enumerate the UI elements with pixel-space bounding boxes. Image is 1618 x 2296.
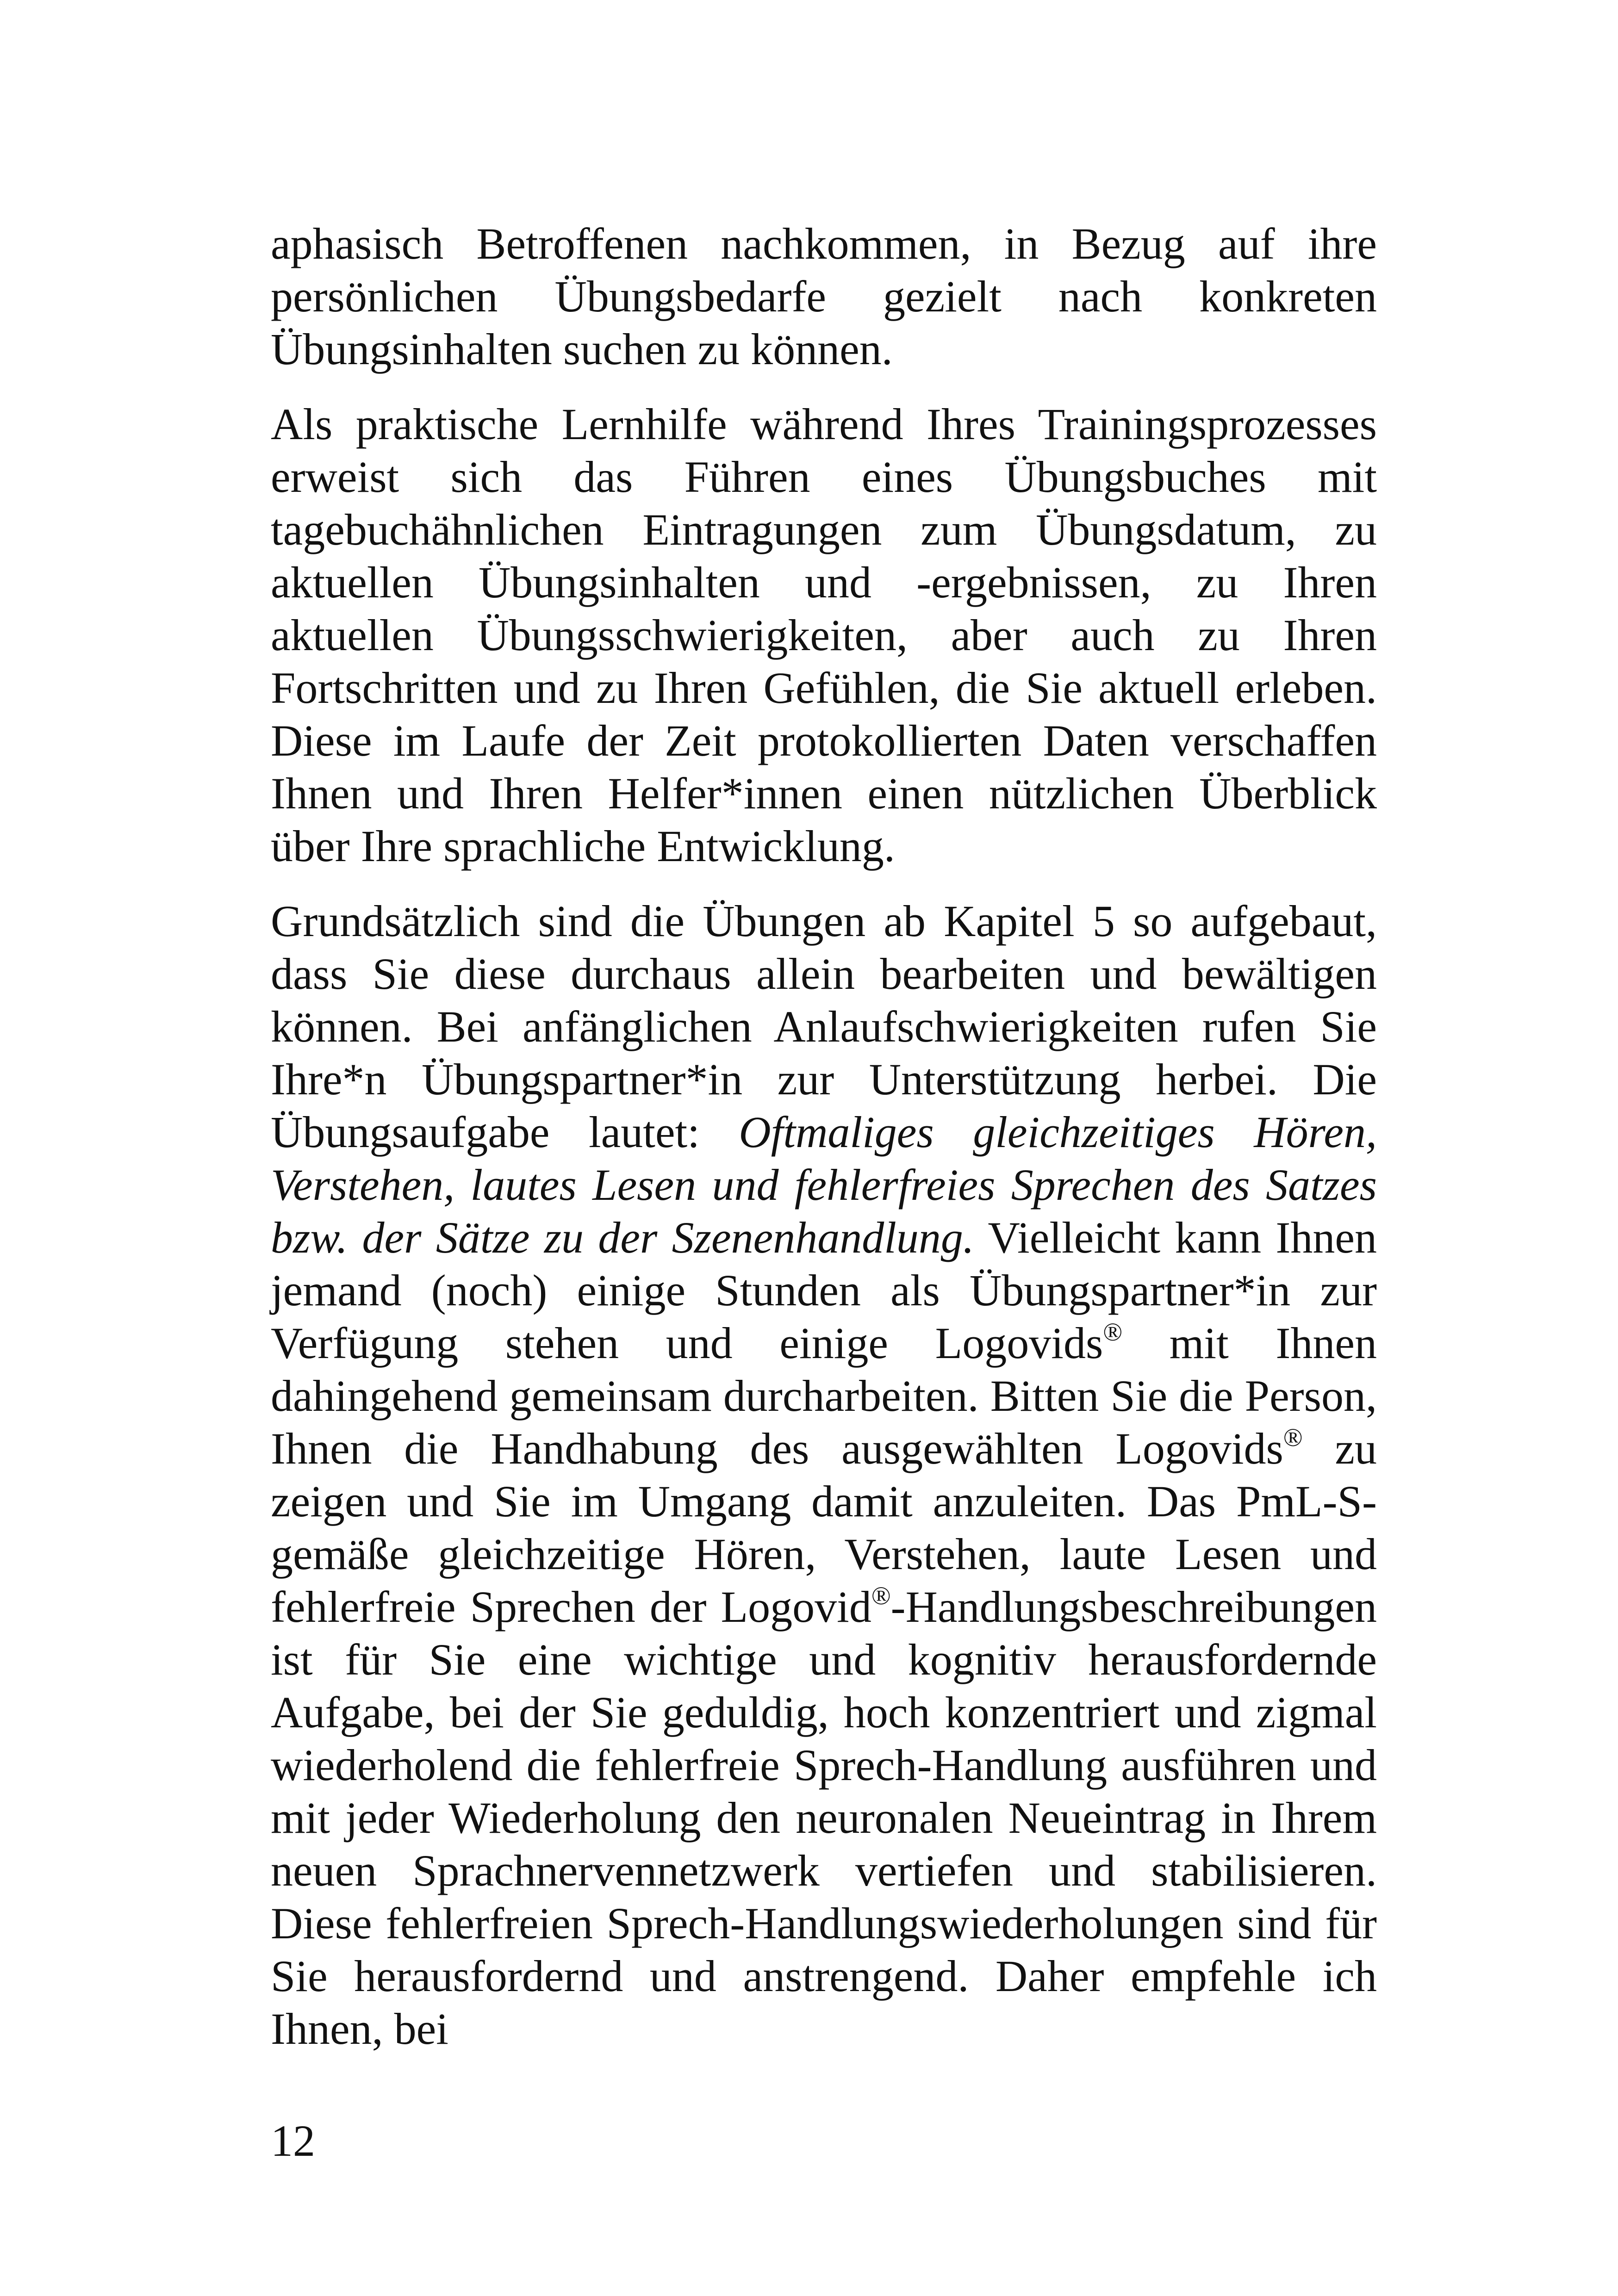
paragraph-3-part-5: zu zeigen und Sie im Umgang damit anzuleiten. Das PmL-S-gemäße gleichzeitige Hören, Verstehen, laute Lesen und fehlerfreie Sprechen der Logovid	[271, 1424, 1377, 1632]
body-text	[271, 217, 1377, 2055]
paragraph-3-part-4: mit Ihnen dahingehend gemeinsam durcharbeiten. Bitten Sie die Person, Ihnen die Handhabung des ausgewählten Logovids	[271, 1318, 1377, 1473]
registered-mark: ®	[871, 1582, 891, 1610]
paragraph-3	[271, 895, 1377, 2055]
registered-mark: ®	[1103, 1318, 1123, 1346]
page-number: 12	[271, 2116, 315, 2166]
registered-mark: ®	[1283, 1423, 1303, 1452]
paragraph-3-part-1: Grundsätzlich sind die Übungen ab Kapitel 5 so aufgebaut, dass Sie diese durchaus allein bearbeiten und bewältigen können. Bei anfänglichen Anlaufschwierigkeiten rufen Sie Ihre*n Übungspartner*in zur Unterstützung herbei. Die Übungsaufgabe lautet:	[271, 896, 1377, 1157]
paragraph-2: Als praktische Lernhilfe während Ihres Trainingsprozesses erweist sich das Führen eines Übungsbuches mit tagebuchähnlichen Eintragungen zum Übungsdatum, zu aktuellen Übungsinhalten und -ergebnissen, zu Ihren aktuellen Übungsschwierigkeiten, aber auch zu Ihren Fortschritten und zu Ihren Gefühlen, die Sie aktuell erleben. Diese im Laufe der Zeit protokollierten Daten verschaffen Ihnen und Ihren Helfer*innen einen nützlichen Überblick über Ihre sprachliche Entwicklung.	[271, 399, 1377, 871]
paragraph-3-part-6: -Handlungsbeschreibungen ist für Sie eine wichtige und kognitiv herausfordernde Aufgabe, bei der Sie geduldig, hoch konzentriert und zigmal wiederholend die fehlerfreie Sprech-Handlung ausführen und mit jeder Wiederholung den neuronalen Neueintrag in Ihrem neuen Sprachnervennetzwerk vertiefen und stabilisieren. Diese fehlerfreien Sprech-Handlungswiederholungen sind für Sie herausfordernd und anstrengend. Daher empfehle ich Ihnen, bei	[271, 1582, 1377, 2054]
paragraph-1: aphasisch Betroffenen nachkommen, in Bezug auf ihre persönlichen Übungsbedarfe gezielt nach konkreten Übungsinhalten suchen zu können.	[271, 219, 1377, 374]
paragraph-3-part-3: Vielleicht kann Ihnen jemand (noch) einige Stunden als Übungspartner*in zur Verfügung stehen und einige Logovids	[271, 1213, 1377, 1368]
task-statement-italic: Oftmaliges gleichzeitiges Hören, Verstehen, lautes Lesen und fehlerfreies Sprechen des Satzes bzw. der Sätze zu der Szenenhandlung.	[271, 1107, 1377, 1262]
